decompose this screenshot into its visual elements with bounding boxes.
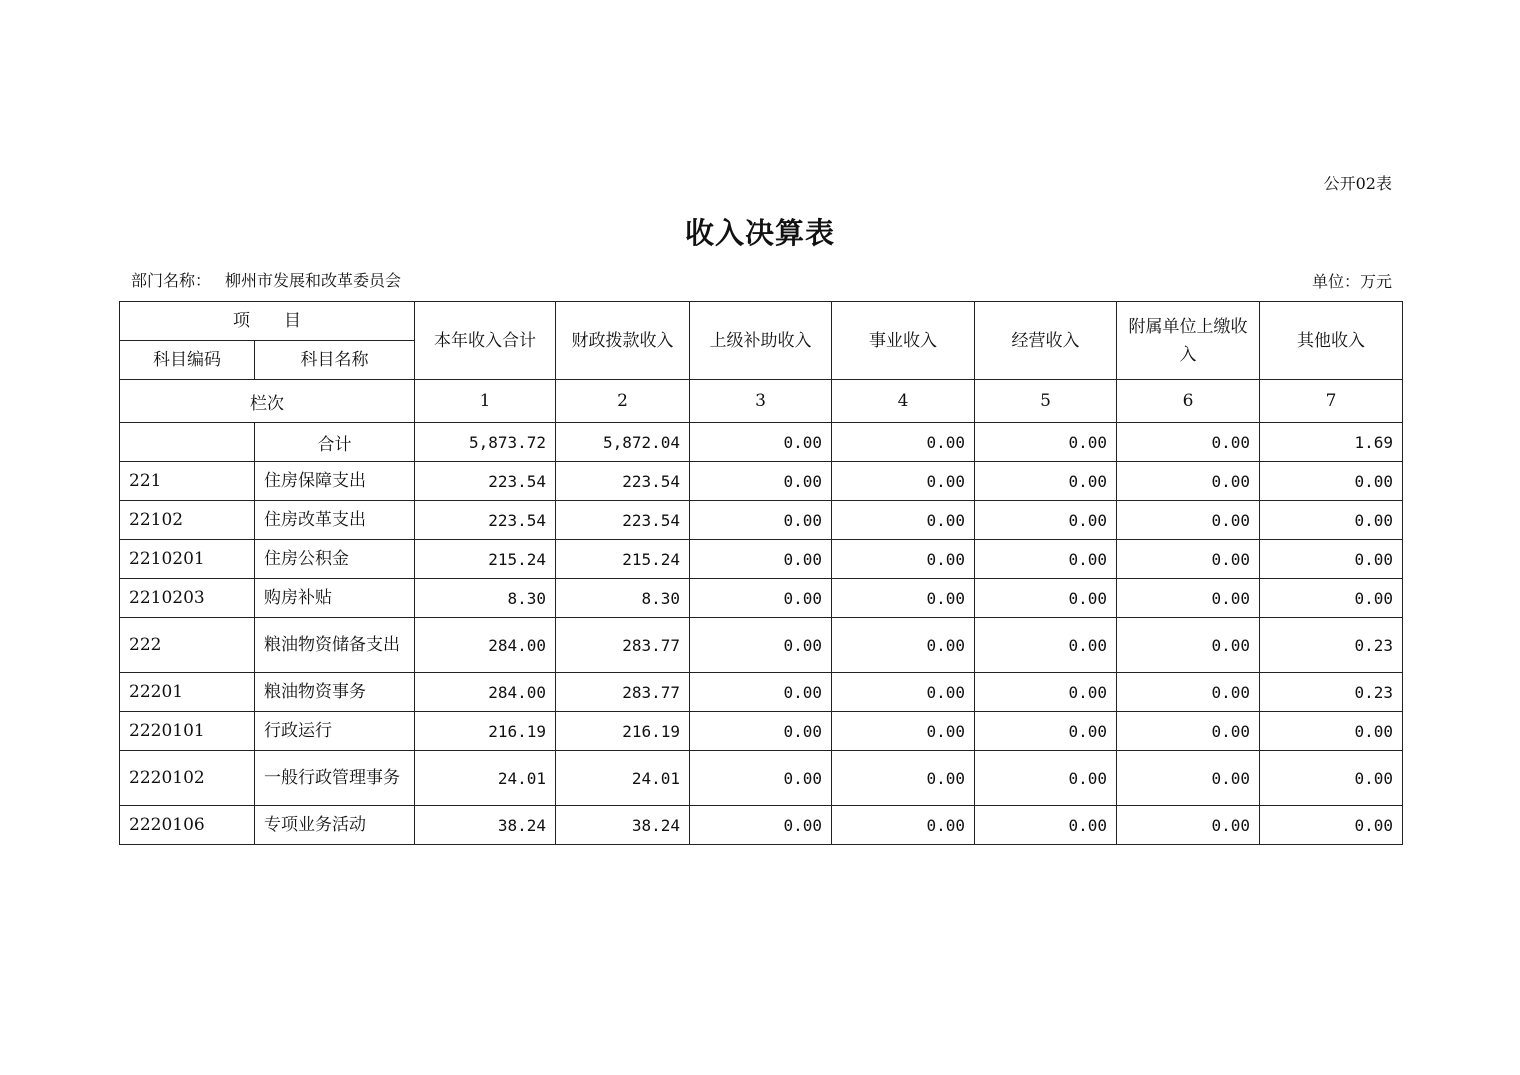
amount-cell: 0.00: [832, 673, 975, 712]
amount-cell: 283.77: [556, 673, 690, 712]
amount-cell: 215.24: [415, 540, 556, 579]
amount-cell: 283.77: [556, 618, 690, 673]
column-header-other-income: 其他收入: [1260, 302, 1403, 380]
amount-cell: 5,873.72: [415, 423, 556, 462]
amount-cell: 0.00: [1260, 540, 1403, 579]
amount-cell: 0.00: [690, 712, 832, 751]
form-number: 公开02表: [1323, 174, 1392, 193]
amount-cell: 0.00: [832, 751, 975, 806]
amount-cell: 24.01: [415, 751, 556, 806]
subject-code-cell: 2220102: [120, 751, 255, 806]
subject-name-cell: 住房改革支出: [255, 501, 415, 540]
amount-cell: 0.00: [975, 618, 1117, 673]
table-row: [120, 501, 1403, 540]
amount-cell: 0.00: [1117, 423, 1260, 462]
column-index-number: 4: [832, 380, 975, 423]
amount-cell: 38.24: [415, 806, 556, 845]
column-header-operating-income: 经营收入: [975, 302, 1117, 380]
amount-cell: 38.24: [556, 806, 690, 845]
amount-cell: 0.00: [690, 501, 832, 540]
subject-code-cell: 22102: [120, 501, 255, 540]
amount-cell: 0.00: [832, 712, 975, 751]
amount-cell: 0.00: [832, 579, 975, 618]
amount-cell: 0.00: [1260, 501, 1403, 540]
amount-cell: 284.00: [415, 673, 556, 712]
table-row: [120, 806, 1403, 845]
amount-cell: 0.00: [832, 540, 975, 579]
amount-cell: 0.00: [1260, 806, 1403, 845]
amount-cell: 0.00: [1117, 618, 1260, 673]
subject-name-cell: 合计: [255, 423, 415, 462]
amount-cell: 8.30: [415, 579, 556, 618]
amount-cell: 0.00: [690, 751, 832, 806]
amount-cell: 0.00: [1117, 501, 1260, 540]
amount-cell: 0.00: [975, 806, 1117, 845]
amount-cell: 0.00: [975, 579, 1117, 618]
column-index-number: 7: [1260, 380, 1403, 423]
amount-cell: 216.19: [415, 712, 556, 751]
unit-label: 单位：万元: [1311, 272, 1392, 291]
column-header-total-income: 本年收入合计: [415, 302, 556, 380]
amount-cell: 0.00: [832, 806, 975, 845]
column-index-number: 1: [415, 380, 556, 423]
amount-cell: 223.54: [556, 501, 690, 540]
subject-code-cell: 2220101: [120, 712, 255, 751]
amount-cell: 0.00: [832, 423, 975, 462]
column-index-number: 6: [1117, 380, 1260, 423]
amount-cell: 0.00: [1117, 751, 1260, 806]
amount-cell: 0.00: [1117, 579, 1260, 618]
table-row: [120, 579, 1403, 618]
amount-cell: 216.19: [556, 712, 690, 751]
amount-cell: 0.00: [1260, 712, 1403, 751]
subject-name-header: 科目名称: [255, 341, 415, 380]
amount-cell: 0.23: [1260, 673, 1403, 712]
amount-cell: 0.00: [690, 806, 832, 845]
column-header-superior-subsidy: 上级补助收入: [690, 302, 832, 380]
table-row: [120, 673, 1403, 712]
table-row: [120, 618, 1403, 673]
amount-cell: 0.00: [1117, 462, 1260, 501]
amount-cell: 223.54: [556, 462, 690, 501]
column-header-fiscal-appropriation: 财政拨款收入: [556, 302, 690, 380]
table-row: [120, 462, 1403, 501]
subject-name-cell: 行政运行: [255, 712, 415, 751]
amount-cell: 0.00: [975, 462, 1117, 501]
subject-code-cell: 221: [120, 462, 255, 501]
amount-cell: 0.00: [1117, 673, 1260, 712]
amount-cell: 223.54: [415, 462, 556, 501]
column-index-row: [120, 380, 1403, 423]
amount-cell: 223.54: [415, 501, 556, 540]
amount-cell: 0.00: [1117, 540, 1260, 579]
amount-cell: 0.00: [975, 712, 1117, 751]
amount-cell: 0.00: [690, 462, 832, 501]
amount-cell: 0.00: [1117, 806, 1260, 845]
amount-cell: 5,872.04: [556, 423, 690, 462]
table-row: [120, 540, 1403, 579]
amount-cell: 0.00: [832, 501, 975, 540]
column-index-number: 2: [556, 380, 690, 423]
amount-cell: 0.00: [1117, 712, 1260, 751]
subject-code-cell: 2210203: [120, 579, 255, 618]
subject-code-cell: 222: [120, 618, 255, 673]
table-row: [120, 712, 1403, 751]
amount-cell: 0.00: [1260, 579, 1403, 618]
amount-cell: 0.00: [975, 673, 1117, 712]
amount-cell: 0.00: [1260, 462, 1403, 501]
amount-cell: 0.00: [832, 462, 975, 501]
table-row: [120, 751, 1403, 806]
subject-name-cell: 专项业务活动: [255, 806, 415, 845]
column-header-business-income: 事业收入: [832, 302, 975, 380]
table-row: [120, 423, 1403, 462]
department-line: [131, 268, 401, 291]
amount-cell: 0.00: [1260, 751, 1403, 806]
subject-code-cell: [120, 423, 255, 462]
column-index-label: 栏次: [120, 380, 415, 423]
amount-cell: 0.00: [690, 618, 832, 673]
subject-name-cell: 住房保障支出: [255, 462, 415, 501]
column-header-affiliated-unit-income: 附属单位上缴收入: [1117, 302, 1260, 380]
amount-cell: 215.24: [556, 540, 690, 579]
amount-cell: 0.00: [975, 540, 1117, 579]
department-label: 部门名称：: [131, 271, 212, 290]
amount-cell: 0.23: [1260, 618, 1403, 673]
subject-name-cell: 购房补贴: [255, 579, 415, 618]
amount-cell: 0.00: [975, 423, 1117, 462]
amount-cell: 8.30: [556, 579, 690, 618]
amount-cell: 0.00: [690, 540, 832, 579]
amount-cell: 24.01: [556, 751, 690, 806]
item-group-header: 项 目: [120, 302, 415, 341]
column-index-number: 3: [690, 380, 832, 423]
amount-cell: 284.00: [415, 618, 556, 673]
subject-name-cell: 粮油物资事务: [255, 673, 415, 712]
column-index-number: 5: [975, 380, 1117, 423]
document-title: 收入决算表: [684, 216, 835, 250]
subject-code-cell: 2210201: [120, 540, 255, 579]
department-name: 柳州市发展和改革委员会: [225, 271, 402, 290]
subject-code-header: 科目编码: [120, 341, 255, 380]
amount-cell: 0.00: [832, 618, 975, 673]
amount-cell: 0.00: [975, 501, 1117, 540]
amount-cell: 0.00: [690, 423, 832, 462]
subject-name-cell: 一般行政管理事务: [255, 751, 415, 806]
table-body: [120, 302, 1403, 845]
subject-code-cell: 2220106: [120, 806, 255, 845]
subject-code-cell: 22201: [120, 673, 255, 712]
subject-name-cell: 住房公积金: [255, 540, 415, 579]
subject-name-cell: 粮油物资储备支出: [255, 618, 415, 673]
amount-cell: 0.00: [690, 579, 832, 618]
header-row-1: [120, 302, 1403, 341]
amount-cell: 0.00: [975, 751, 1117, 806]
amount-cell: 0.00: [690, 673, 832, 712]
amount-cell: 1.69: [1260, 423, 1403, 462]
income-settlement-table: [119, 301, 1403, 845]
